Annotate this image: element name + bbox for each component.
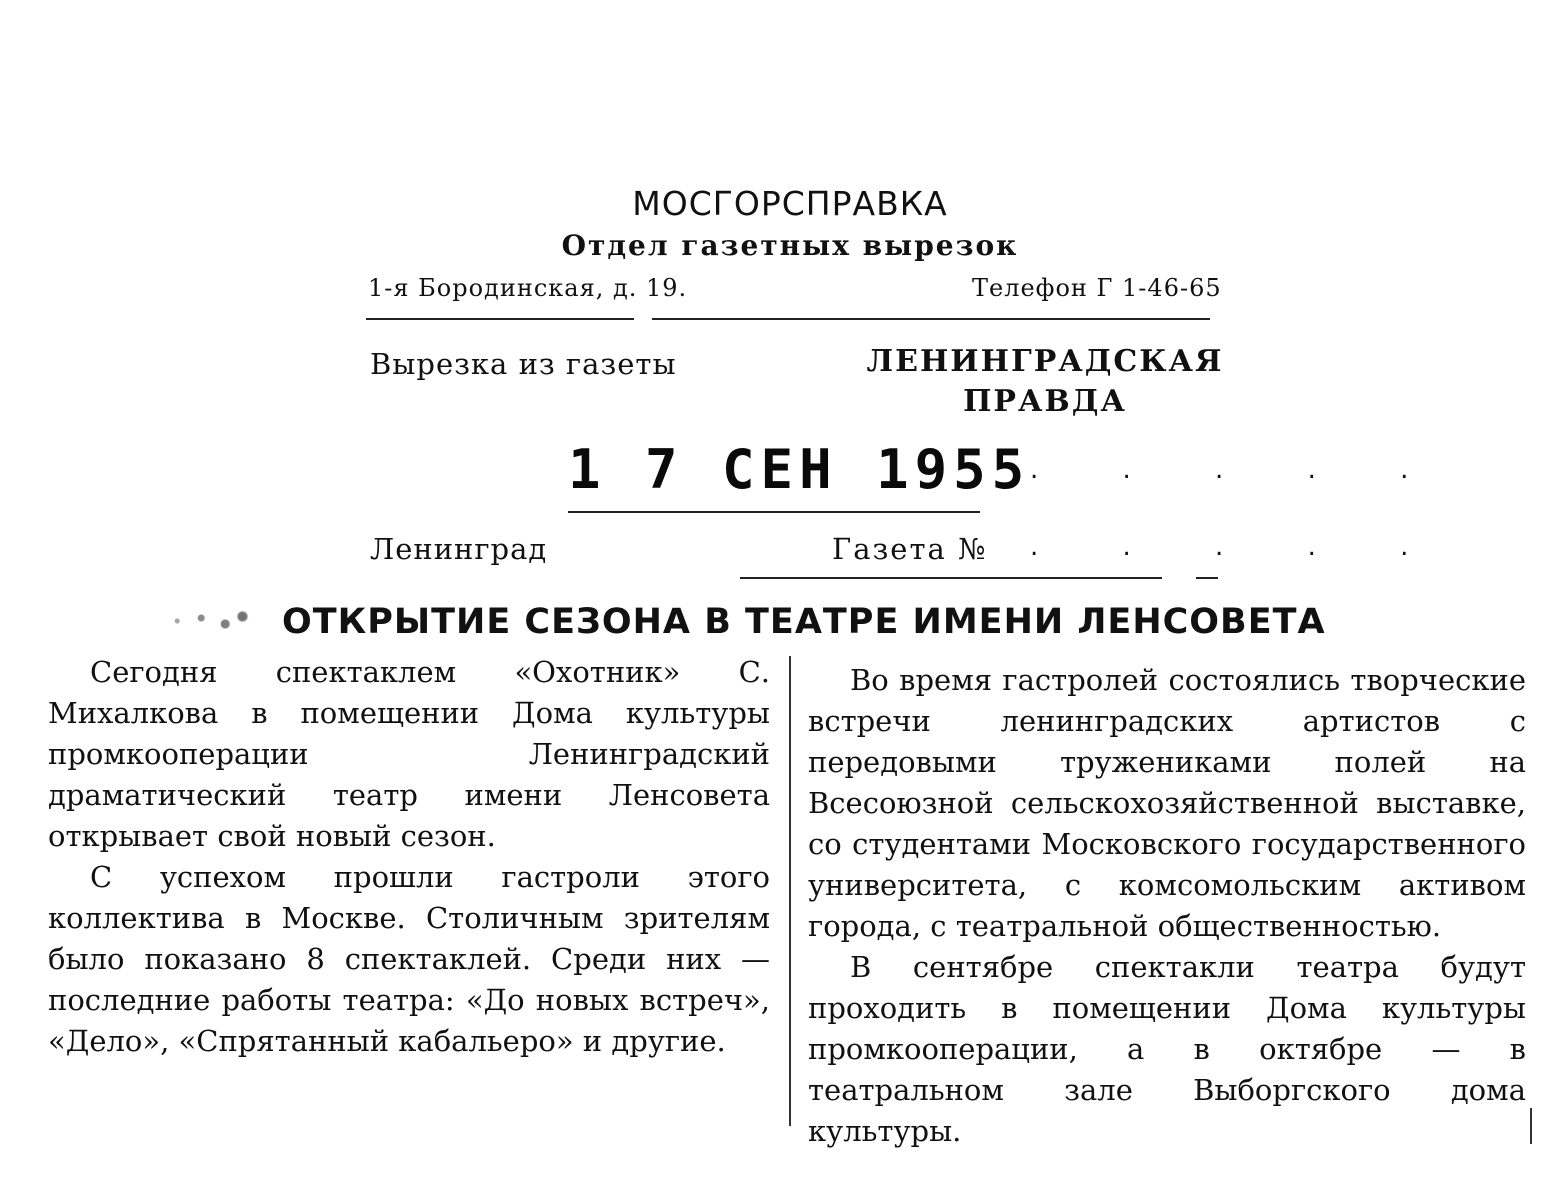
newspaper-name bbox=[860, 342, 1230, 422]
city-label: Ленинград bbox=[370, 532, 548, 566]
agency-title: МОСГОРСПРАВКА bbox=[632, 184, 948, 223]
article-left-column bbox=[48, 652, 770, 1062]
article-paragraph: В сентябре спектакли театра будут проходить в помещении Дома культуры промкооперации, а в октябре — в театральном зале Выборгского дома культуры. bbox=[808, 950, 1526, 1148]
department-title: Отдел газетных вырезок bbox=[561, 229, 1019, 262]
clipping-label: Вырезка из газеты bbox=[370, 347, 677, 381]
column-edge-rule bbox=[1530, 1108, 1532, 1144]
issue-label: Газета № bbox=[832, 532, 988, 566]
date-dots: . . . . . bbox=[1030, 455, 1447, 485]
article-headline: ОТКРЫТИЕ СЕЗОНА В ТЕАТРЕ ИМЕНИ ЛЕНСОВЕТА bbox=[282, 602, 1326, 642]
date-rule bbox=[568, 511, 980, 513]
header-rule-right bbox=[652, 318, 1210, 320]
newspaper-name-line1: ЛЕНИНГРАДСКАЯ bbox=[866, 344, 1224, 379]
article-paragraph: Сегодня спектаклем «Охотник» С. Михалкова в помещении Дома культуры промкооперации Ленинградский драматический театр имени Ленсовета открывает свой новый сезон. bbox=[48, 655, 770, 853]
agency-phone: Телефон Г 1-46-65 bbox=[972, 274, 1222, 302]
issue-dots: . . . . . bbox=[1030, 532, 1447, 562]
issue-rule-end bbox=[1196, 577, 1218, 579]
ink-smudge bbox=[158, 606, 254, 636]
article-paragraph: С успехом прошли гастроли этого коллектива в Москве. Столичным зрителям было показано 8 спектаклей. Среди них — последние работы театра: «До новых встреч», «Дело», «Спрятанный кабальеро» и другие. bbox=[48, 860, 770, 1058]
article-right-column bbox=[808, 660, 1526, 1152]
column-divider bbox=[789, 656, 791, 1126]
header-rule-left bbox=[366, 318, 634, 320]
date-stamp: 1 7 СЕН 1955 bbox=[568, 438, 1031, 501]
issue-rule bbox=[740, 577, 1162, 579]
agency-address: 1-я Бородинская, д. 19. bbox=[368, 274, 688, 302]
article-paragraph: Во время гастролей состоялись творческие встречи ленинградских артистов с передовыми тружениками полей на Всесоюзной сельскохозяйственной выставке, со студентами Московского государственного университета, с комсомольским активом города, с театральной общественностью. bbox=[808, 663, 1526, 943]
newspaper-name-line2: ПРАВДА bbox=[963, 384, 1127, 419]
